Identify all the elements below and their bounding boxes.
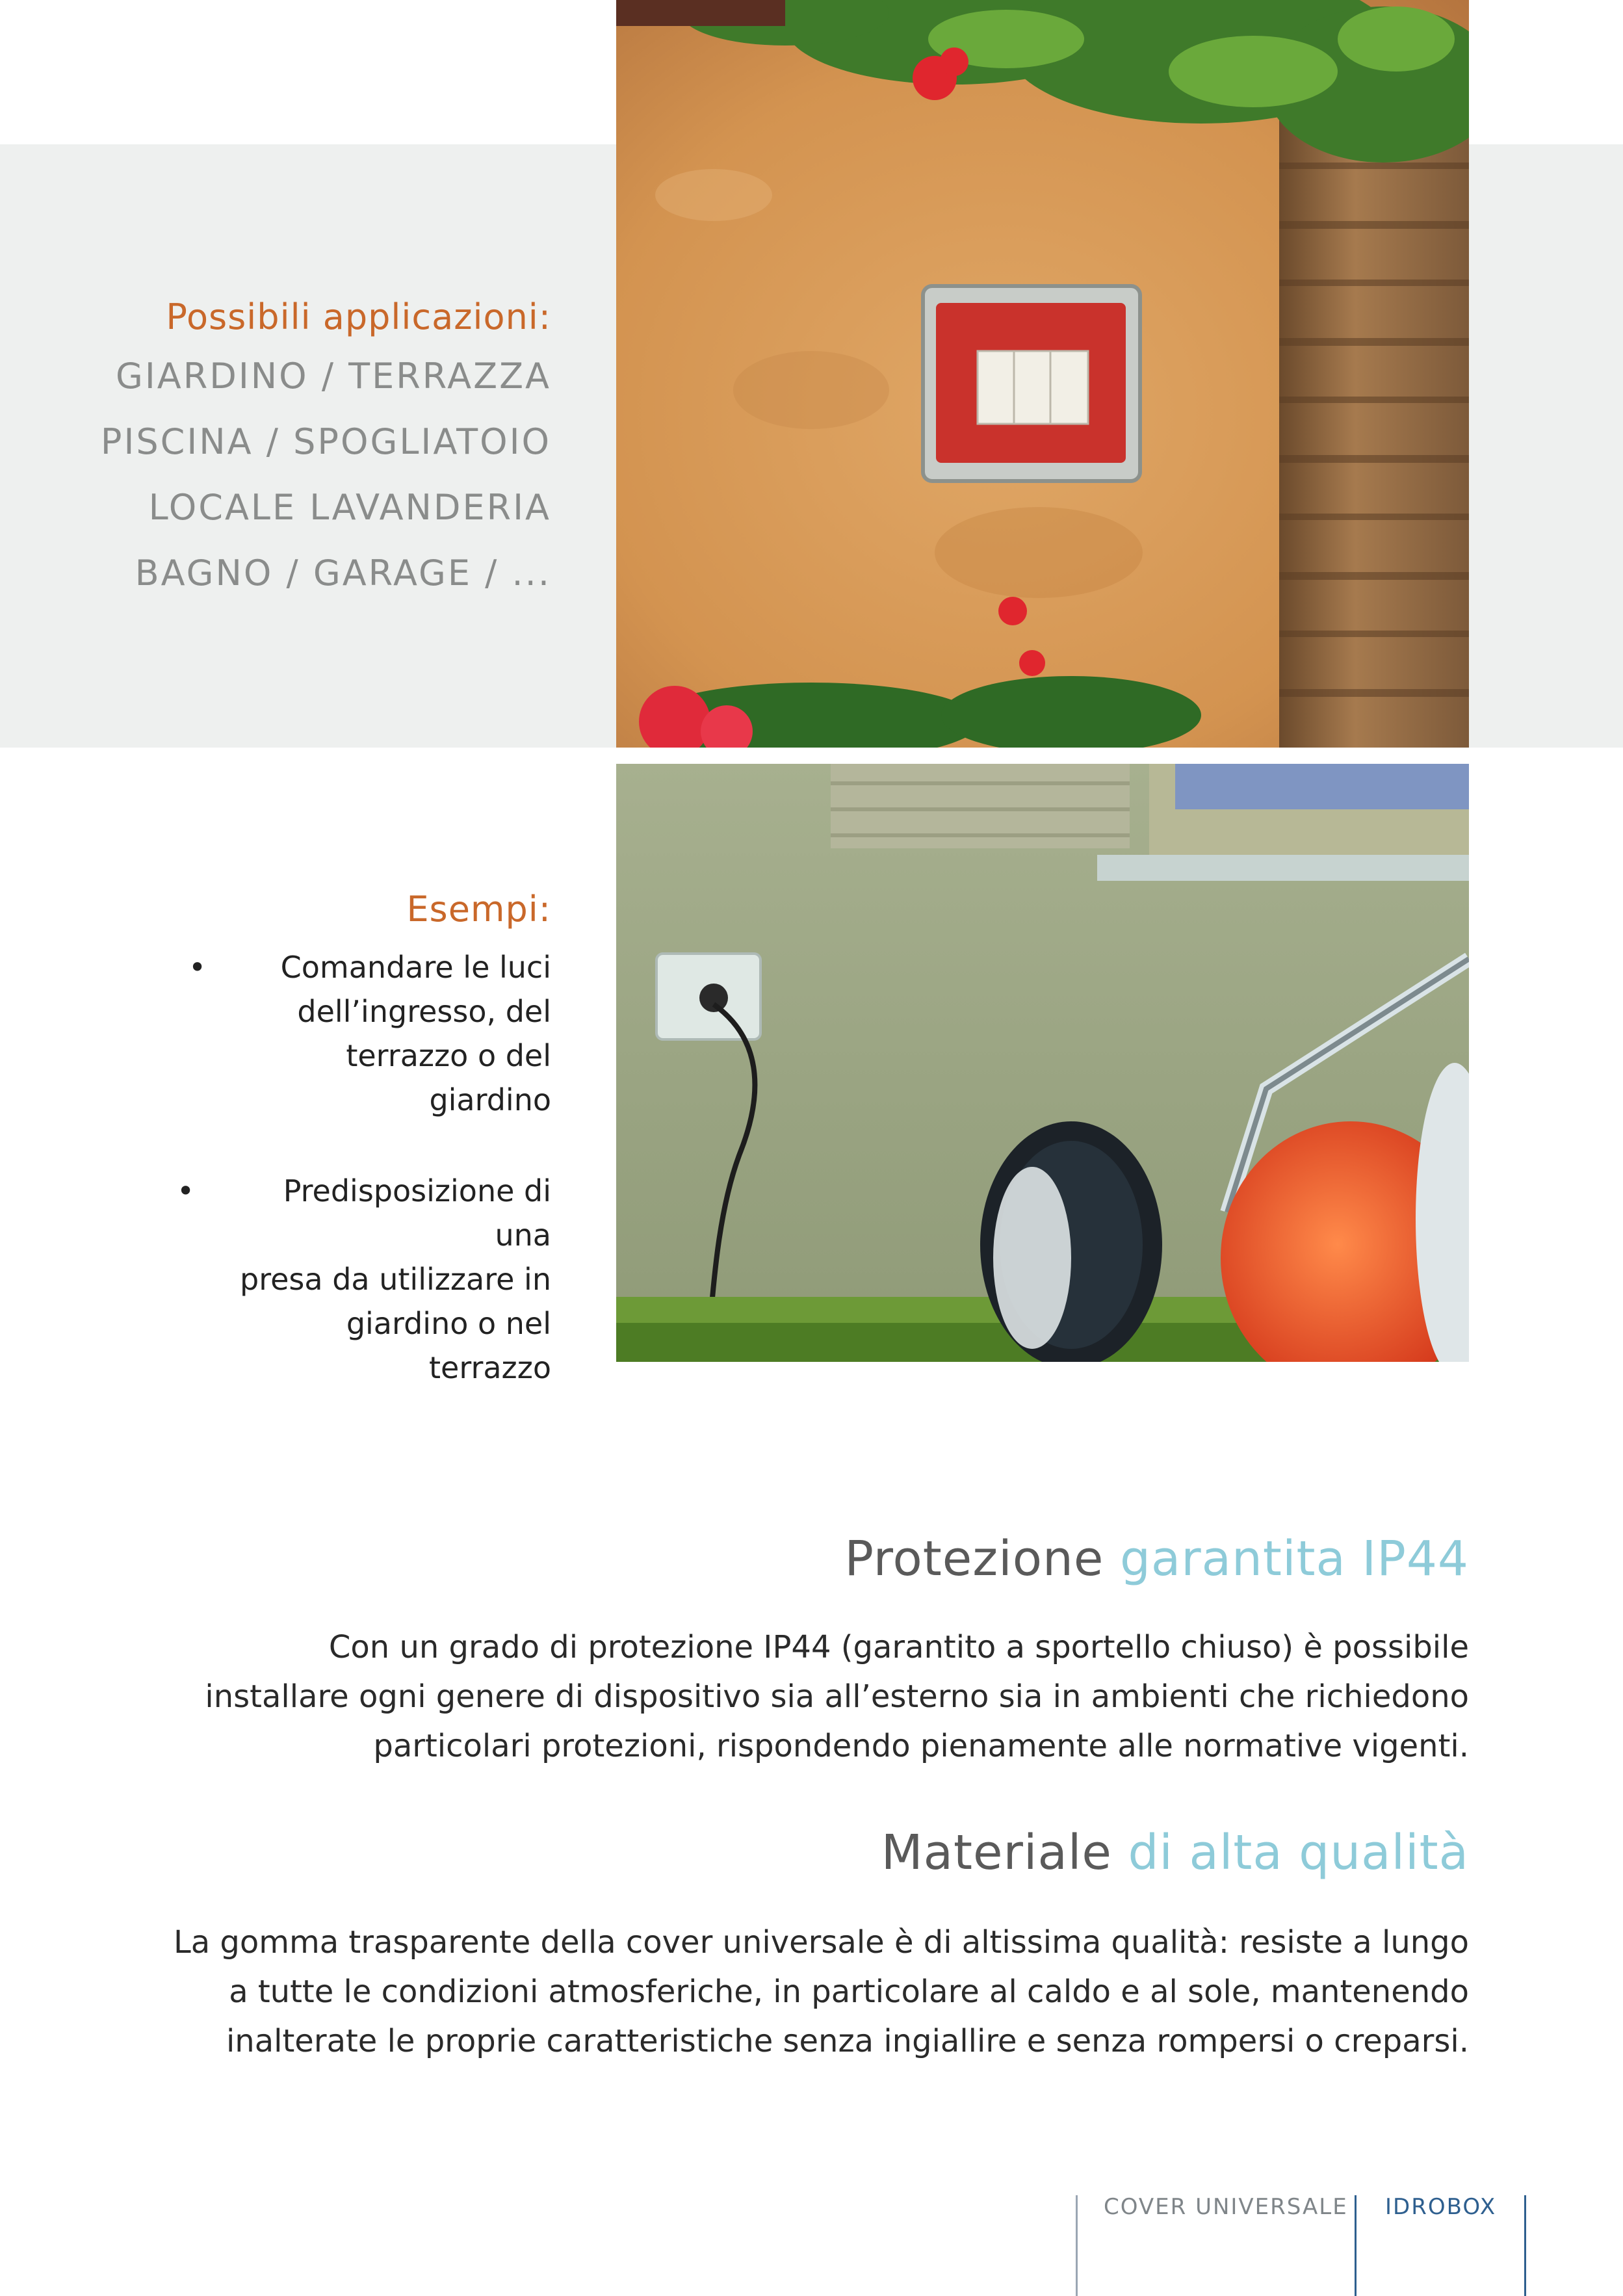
example-line: dell’ingresso, del	[297, 994, 551, 1029]
example-line: giardino o nel terrazzo	[346, 1306, 551, 1385]
example-line: Comandare le luci	[280, 950, 551, 985]
example-line: Predisposizione di una	[283, 1173, 551, 1253]
examples-title: Esempi:	[406, 889, 551, 930]
bullet-icon: •	[188, 950, 207, 985]
footer-product-label: IDROBOX	[1385, 2194, 1497, 2220]
material-heading	[104, 1820, 1469, 1885]
material-heading-accent: di alta qualità	[1128, 1825, 1469, 1881]
applications-title: Possibili applicazioni:	[166, 296, 551, 337]
application-item: LOCALE LAVANDERIA	[148, 487, 551, 528]
paragraph-line: Con un grado di protezione IP44 (garantito a sportello chiuso) è possibile	[328, 1629, 1469, 1665]
material-heading-dark: Materiale	[881, 1825, 1112, 1881]
example-line: presa da utilizzare in	[240, 1262, 551, 1297]
protection-section	[104, 1526, 1469, 1771]
wall-switch-illustration	[616, 0, 1469, 748]
footer-divider	[1524, 2195, 1526, 2296]
paragraph-line: installare ogni genere di dispositivo sia all’esterno sia in ambienti che richiedono	[205, 1678, 1469, 1715]
application-item: PISCINA / SPOGLIATOIO	[100, 421, 551, 462]
paragraph-line: particolari protezioni, rispondendo pienamente alle normative vigenti.	[373, 1728, 1469, 1764]
protection-heading	[104, 1526, 1469, 1591]
protection-heading-dark: Protezione	[844, 1531, 1104, 1587]
footer-divider	[1076, 2195, 1078, 2296]
example-item	[188, 945, 551, 1122]
protection-paragraph	[104, 1623, 1469, 1771]
footer-section-label: COVER UNIVERSALE	[1104, 2194, 1348, 2220]
wall-switch-photo	[616, 0, 1469, 748]
footer-divider	[1355, 2195, 1357, 2296]
material-section	[104, 1820, 1469, 2066]
application-item: GIARDINO / TERRAZZA	[116, 356, 551, 397]
paragraph-line: inalterate le proprie caratteristiche senza ingiallire e senza rompersi o creparsi.	[226, 2023, 1469, 2059]
protection-heading-accent: garantita IP44	[1119, 1531, 1469, 1587]
applications-block	[78, 291, 551, 606]
bullet-icon: •	[177, 1173, 195, 1208]
example-line: terrazzo o del giardino	[346, 1038, 551, 1117]
examples-block	[117, 880, 551, 1390]
material-paragraph	[104, 1918, 1469, 2066]
paragraph-line: La gomma trasparente della cover universale è di altissima qualità: resiste a lungo	[173, 1924, 1469, 1961]
example-item	[177, 1169, 551, 1390]
paragraph-line: a tutte le condizioni atmosferiche, in particolare al caldo e al sole, mantenendo	[229, 1974, 1469, 2010]
application-item: BAGNO / GARAGE / ...	[135, 553, 551, 594]
outdoor-socket-illustration	[616, 764, 1469, 1362]
outdoor-socket-photo	[616, 764, 1469, 1362]
